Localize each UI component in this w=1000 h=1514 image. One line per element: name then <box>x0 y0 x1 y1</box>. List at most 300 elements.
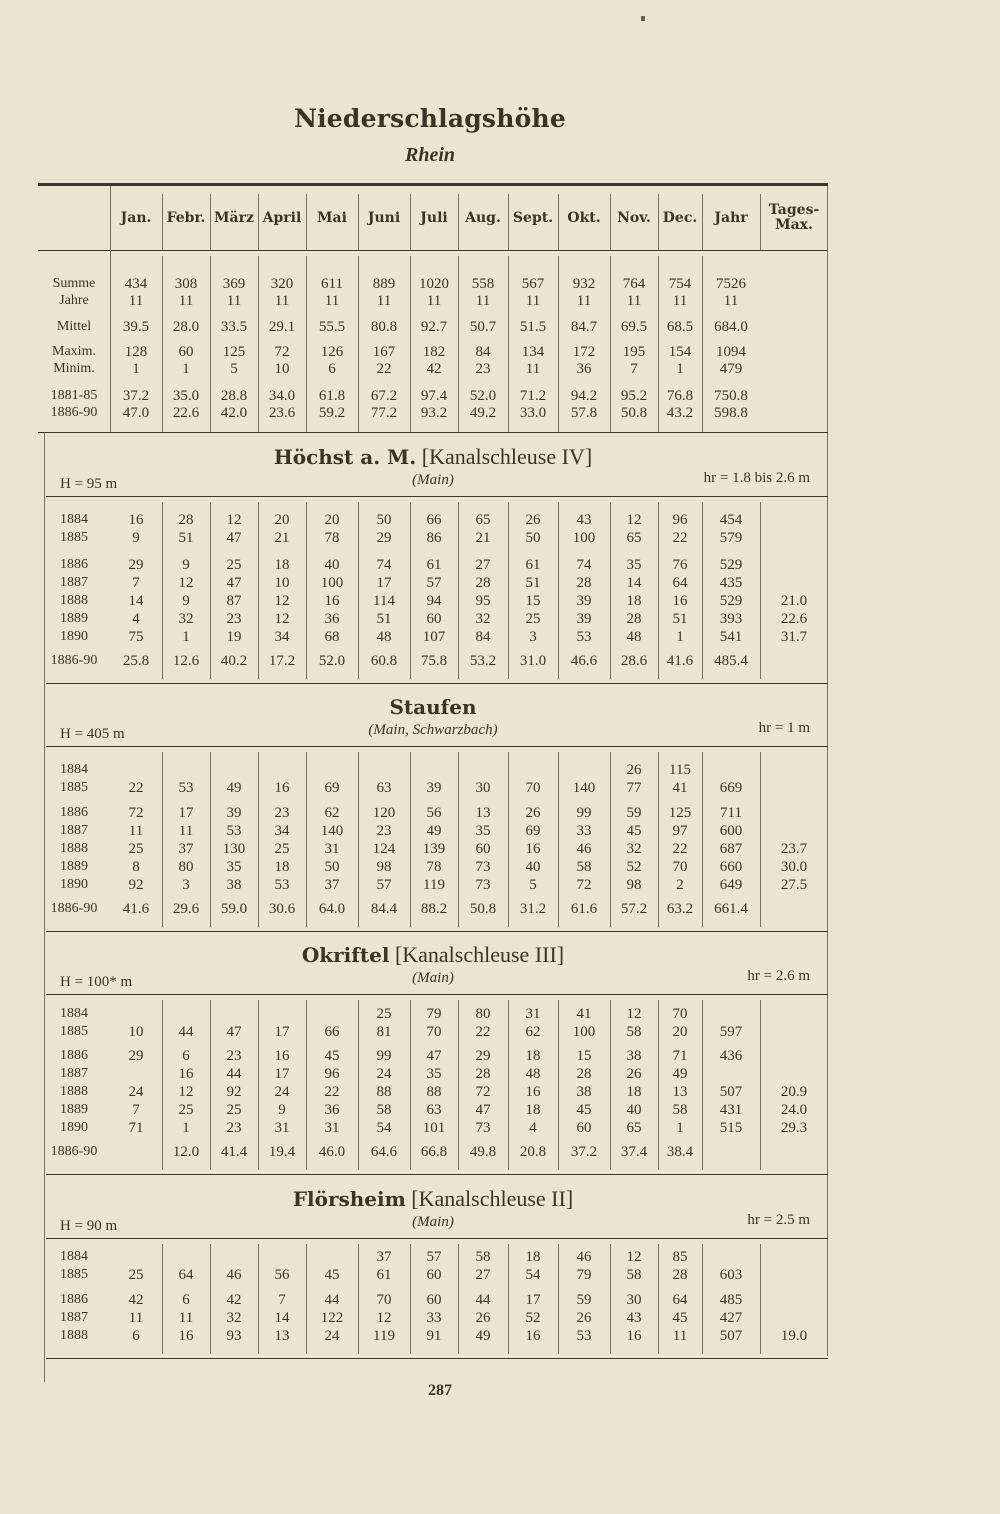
station-column-rule <box>410 1244 411 1354</box>
table-cell: 11 <box>576 293 592 309</box>
table-cell: 60 <box>426 611 442 627</box>
table-cell: 78 <box>426 859 442 875</box>
table-cell: 43 <box>626 1310 642 1326</box>
row-label: Mittel <box>56 319 92 334</box>
table-cell: 17 <box>376 575 392 591</box>
table-cell: 139 <box>422 841 446 857</box>
table-cell: 91 <box>426 1328 442 1344</box>
table-cell: 28 <box>178 512 194 528</box>
station-column-rule <box>760 502 761 679</box>
table-cell: 39.5 <box>122 319 150 335</box>
station-column-rule <box>358 1244 359 1354</box>
row-label: 1888 <box>60 841 88 856</box>
table-cell: 49 <box>475 1328 491 1344</box>
table-cell: 60 <box>426 1292 442 1308</box>
table-cell: 35 <box>226 859 242 875</box>
table-cell: 68 <box>324 629 340 645</box>
table-cell: 60 <box>178 344 194 360</box>
table-cell: 26 <box>525 512 541 528</box>
table-cell: 94.2 <box>570 388 598 404</box>
station-column-rule <box>760 1000 761 1170</box>
table-cell: 65 <box>626 1120 642 1136</box>
table-cell: 72 <box>274 344 290 360</box>
table-cell: 154 <box>668 344 692 360</box>
table-cell: 74 <box>376 557 392 573</box>
row-label: 1886 <box>60 1048 88 1063</box>
table-cell: 23.6 <box>268 405 296 421</box>
table-cell: 78 <box>324 530 340 546</box>
table-cell: 12 <box>178 1084 194 1100</box>
station-column-rule <box>610 1244 611 1354</box>
table-cell: 9 <box>182 557 190 573</box>
table-cell: 454 <box>719 512 743 528</box>
station-name: Okriftel <box>301 943 390 967</box>
station-hr: hr = 1.8 bis 2.6 m <box>703 470 810 486</box>
station-column-rule <box>610 1000 611 1170</box>
table-cell: 32 <box>226 1310 242 1326</box>
table-cell: 120 <box>372 805 396 821</box>
table-cell: 70 <box>672 1006 688 1022</box>
table-cell: 41.6 <box>122 901 150 917</box>
table-cell: 107 <box>422 629 446 645</box>
table-cell: 39 <box>576 611 592 627</box>
table-cell: 31 <box>525 1006 541 1022</box>
table-cell: 22 <box>376 361 392 377</box>
table-cell: 41.4 <box>220 1144 248 1160</box>
table-cell: 11 <box>274 293 290 309</box>
table-cell: 32 <box>178 611 194 627</box>
table-cell: 172 <box>572 344 596 360</box>
table-cell: 22 <box>128 780 144 796</box>
table-cell: 598.8 <box>714 405 748 421</box>
table-cell: 51 <box>376 611 392 627</box>
station-title <box>38 444 828 470</box>
station-hr: hr = 2.5 m <box>747 1212 810 1228</box>
column-header-2: März <box>214 209 254 226</box>
table-cell: 11 <box>128 823 144 839</box>
row-label: 1886 <box>60 1292 88 1307</box>
table-cell: 11 <box>723 293 739 309</box>
table-cell: 59.0 <box>220 901 248 917</box>
row-label: 1885 <box>60 1267 88 1282</box>
table-cell: 40.2 <box>220 653 248 669</box>
table-cell: 25 <box>128 841 144 857</box>
table-cell: 37.2 <box>122 388 150 404</box>
row-label: 1889 <box>60 611 88 626</box>
table-cell: 54 <box>525 1267 541 1283</box>
table-cell: 84 <box>475 344 491 360</box>
table-cell: 12 <box>626 512 642 528</box>
table-cell: 36 <box>324 611 340 627</box>
station-column-rule <box>702 752 703 927</box>
row-label: Jahre <box>59 293 89 308</box>
table-cell: 61.6 <box>570 901 598 917</box>
table-cell: 73 <box>475 877 491 893</box>
row-label: Maxim. <box>52 344 96 359</box>
station-column-rule <box>760 1244 761 1354</box>
table-cell: 11 <box>525 361 541 377</box>
row-label: Minim. <box>53 361 95 376</box>
table-cell: 4 <box>529 1120 537 1136</box>
table-cell: 320 <box>270 276 294 292</box>
table-cell: 29.6 <box>172 901 200 917</box>
header-column-rule <box>760 194 761 250</box>
table-cell: 15 <box>525 593 541 609</box>
table-cell: 60 <box>475 841 491 857</box>
table-cell: 889 <box>372 276 396 292</box>
table-cell: 66 <box>426 512 442 528</box>
table-cell: 31.2 <box>519 901 547 917</box>
table-cell: 95 <box>475 593 491 609</box>
summary-column-rule <box>358 256 359 432</box>
table-cell: 32 <box>475 611 491 627</box>
table-cell: 6 <box>182 1048 190 1064</box>
table-cell: 29.3 <box>780 1120 808 1136</box>
table-cell: 60 <box>576 1120 592 1136</box>
table-cell: 35.0 <box>172 388 200 404</box>
table-cell: 50.7 <box>469 319 497 335</box>
table-cell: 764 <box>622 276 646 292</box>
column-header-5: Juni <box>367 209 401 226</box>
table-cell: 16 <box>324 593 340 609</box>
summary-column-rule <box>210 256 211 432</box>
table-cell: 33 <box>576 823 592 839</box>
table-cell: 13 <box>475 805 491 821</box>
table-cell: 485 <box>719 1292 743 1308</box>
table-cell: 12 <box>626 1249 642 1265</box>
table-cell: 24 <box>128 1084 144 1100</box>
table-cell: 20.9 <box>780 1084 808 1100</box>
station-river: (Main, Schwarzbach) <box>368 722 498 738</box>
summary-column-rule <box>658 256 659 432</box>
table-cell: 51 <box>525 575 541 591</box>
table-cell: 63.2 <box>666 901 694 917</box>
row-label: 1890 <box>60 1120 88 1135</box>
table-cell: 529 <box>719 557 743 573</box>
table-cell: 57 <box>376 877 392 893</box>
table-cell: 39 <box>226 805 242 821</box>
table-cell: 507 <box>719 1084 743 1100</box>
table-cell: 70 <box>426 1024 442 1040</box>
column-header-1: Febr. <box>166 209 206 226</box>
table-cell: 35 <box>626 557 642 573</box>
table-cell: 15 <box>576 1048 592 1064</box>
row-label: 1885 <box>60 1024 88 1039</box>
table-cell: 47 <box>226 530 242 546</box>
table-cell: 25 <box>128 1267 144 1283</box>
table-cell: 54 <box>376 1120 392 1136</box>
table-cell: 11 <box>128 1310 144 1326</box>
table-cell: 38.4 <box>666 1144 694 1160</box>
station-column-rule <box>558 1244 559 1354</box>
station-column-rule <box>702 502 703 679</box>
table-cell: 45 <box>324 1048 340 1064</box>
table-cell: 130 <box>222 841 246 857</box>
table-cell: 23 <box>226 1048 242 1064</box>
table-cell: 61 <box>426 557 442 573</box>
row-label: 1886-90 <box>50 405 98 420</box>
table-cell: 41.6 <box>666 653 694 669</box>
station-column-rule <box>162 752 163 927</box>
table-cell: 92 <box>226 1084 242 1100</box>
header-column-rule <box>702 194 703 250</box>
table-cell: 29 <box>475 1048 491 1064</box>
table-cell: 63 <box>376 780 392 796</box>
row-label: 1886-90 <box>50 901 98 916</box>
table-cell: 11 <box>178 293 194 309</box>
table-cell: 182 <box>422 344 446 360</box>
table-cell: 23.7 <box>780 841 808 857</box>
table-cell: 74 <box>576 557 592 573</box>
table-cell: 661.4 <box>714 901 748 917</box>
table-cell: 17 <box>274 1024 290 1040</box>
station-height: H = 100* m <box>60 974 133 990</box>
table-cell: 75 <box>128 629 144 645</box>
header-column-rule <box>410 194 411 250</box>
table-cell: 98 <box>376 859 392 875</box>
table-cell: 12.0 <box>172 1144 200 1160</box>
table-cell: 47 <box>226 575 242 591</box>
table-cell: 51 <box>672 611 688 627</box>
station-header-rule <box>46 496 828 497</box>
table-cell: 18 <box>525 1102 541 1118</box>
table-cell: 19.0 <box>780 1328 808 1344</box>
table-cell: 1 <box>676 1120 684 1136</box>
table-cell: 558 <box>471 276 495 292</box>
table-cell: 61.8 <box>318 388 346 404</box>
table-cell: 48 <box>626 629 642 645</box>
table-cell: 6 <box>132 1328 140 1344</box>
table-cell: 1 <box>182 361 190 377</box>
table-cell: 31.0 <box>519 653 547 669</box>
table-cell: 12 <box>178 575 194 591</box>
column-header-0: Jan. <box>120 209 152 226</box>
table-cell: 1 <box>182 629 190 645</box>
table-cell: 52.0 <box>469 388 497 404</box>
table-cell: 76 <box>672 557 688 573</box>
station-header-rule <box>46 994 828 995</box>
station-title <box>38 694 828 720</box>
table-cell: 26 <box>626 1066 642 1082</box>
table-cell: 649 <box>719 877 743 893</box>
table-cell: 57.8 <box>570 405 598 421</box>
table-cell: 38 <box>576 1084 592 1100</box>
table-cell: 66 <box>324 1024 340 1040</box>
table-cell: 46.0 <box>318 1144 346 1160</box>
station-bracket: [Kanalschleuse III] <box>389 942 565 967</box>
table-cell: 11 <box>128 293 144 309</box>
table-cell: 67.2 <box>370 388 398 404</box>
table-cell: 73 <box>475 859 491 875</box>
table-cell: 687 <box>719 841 743 857</box>
table-cell: 16 <box>672 593 688 609</box>
row-label: 1886-90 <box>50 1144 98 1159</box>
row-label: 1888 <box>60 1328 88 1343</box>
table-cell: 22 <box>475 1024 491 1040</box>
table-cell: 87 <box>226 593 242 609</box>
table-cell: 22 <box>324 1084 340 1100</box>
table-cell: 76.8 <box>666 388 694 404</box>
table-cell: 97.4 <box>420 388 448 404</box>
station-column-rule <box>258 752 259 927</box>
table-cell: 33.5 <box>220 319 248 335</box>
station-column-rule <box>610 502 611 679</box>
table-cell: 1020 <box>419 276 449 292</box>
station-column-rule <box>702 1244 703 1354</box>
table-cell: 10 <box>274 361 290 377</box>
table-cell: 9 <box>278 1102 286 1118</box>
table-cell: 53 <box>576 629 592 645</box>
table-cell: 1 <box>676 629 684 645</box>
table-cell: 28 <box>576 575 592 591</box>
table-cell: 11 <box>178 823 194 839</box>
table-cell: 72 <box>475 1084 491 1100</box>
page-subtitle: Rhein <box>404 144 456 166</box>
table-cell: 23 <box>376 823 392 839</box>
table-cell: 17 <box>178 805 194 821</box>
column-header-12: Jahr <box>714 209 748 226</box>
table-cell: 45 <box>672 1310 688 1326</box>
table-cell: 71 <box>672 1048 688 1064</box>
table-cell: 25 <box>178 1102 194 1118</box>
table-cell: 23 <box>274 805 290 821</box>
table-cell: 22 <box>672 841 688 857</box>
table-cell: 28 <box>576 1066 592 1082</box>
summary-column-rule <box>508 256 509 432</box>
station-column-rule <box>410 752 411 927</box>
table-cell: 119 <box>423 877 445 893</box>
table-cell: 11 <box>226 293 242 309</box>
table-cell: 126 <box>320 344 344 360</box>
table-cell: 28 <box>672 1267 688 1283</box>
table-cell: 49 <box>226 780 242 796</box>
station-bottom-rule <box>46 1358 828 1359</box>
table-cell: 46.6 <box>570 653 598 669</box>
summary-column-rule <box>306 256 307 432</box>
table-cell: 49.8 <box>469 1144 497 1160</box>
table-cell: 195 <box>622 344 646 360</box>
table-cell: 52 <box>525 1310 541 1326</box>
row-label: 1887 <box>60 1066 88 1081</box>
table-cell: 25 <box>226 1102 242 1118</box>
table-cell: 22.6 <box>780 611 808 627</box>
summary-column-rule <box>458 256 459 432</box>
page-title: Niederschlagshöhe <box>294 104 566 133</box>
table-cell: 97 <box>672 823 688 839</box>
station-column-rule <box>458 1244 459 1354</box>
column-header-4: Mai <box>317 209 347 226</box>
station-name: Flörsheim <box>292 1187 406 1211</box>
table-cell: 48 <box>376 629 392 645</box>
summary-column-rule <box>410 256 411 432</box>
precipitation-table <box>38 183 828 1382</box>
table-cell: 99 <box>376 1048 392 1064</box>
table-cell: 33.0 <box>519 405 547 421</box>
station-column-rule <box>258 1000 259 1170</box>
summary-column-rule <box>702 256 703 432</box>
table-cell: 47.0 <box>122 405 150 421</box>
table-cell: 84.7 <box>570 319 598 335</box>
table-cell: 20 <box>672 1024 688 1040</box>
table-cell: 49.2 <box>469 405 497 421</box>
table-cell: 72 <box>576 877 592 893</box>
table-cell: 47 <box>226 1024 242 1040</box>
table-cell: 88 <box>376 1084 392 1100</box>
station-river: (Main) <box>412 1214 454 1230</box>
table-cell: 79 <box>576 1267 592 1283</box>
table-cell: 36 <box>324 1102 340 1118</box>
row-label: 1884 <box>60 512 88 527</box>
table-cell: 25 <box>274 841 290 857</box>
station-bracket: [Kanalschleuse II] <box>405 1186 574 1211</box>
table-cell: 62 <box>324 805 340 821</box>
table-cell: 21 <box>274 530 290 546</box>
table-cell: 16 <box>178 1066 194 1082</box>
table-cell: 17 <box>525 1292 541 1308</box>
header-column-rule <box>508 194 509 250</box>
table-cell: 932 <box>572 276 596 292</box>
table-cell: 65 <box>475 512 491 528</box>
table-cell: 58 <box>672 1102 688 1118</box>
station-height: H = 405 m <box>60 726 125 742</box>
table-cell: 46 <box>226 1267 242 1283</box>
table-cell: 16 <box>178 1328 194 1344</box>
table-cell: 64.0 <box>318 901 346 917</box>
table-cell: 11 <box>475 293 491 309</box>
table-cell: 65 <box>626 530 642 546</box>
row-label: 1884 <box>60 1249 88 1264</box>
table-cell: 14 <box>274 1310 290 1326</box>
table-cell: 61 <box>376 1267 392 1283</box>
row-label: 1889 <box>60 859 88 874</box>
table-cell: 34 <box>274 823 290 839</box>
table-cell: 23 <box>226 1120 242 1136</box>
station-header-rule <box>46 746 828 747</box>
table-cell: 58 <box>576 859 592 875</box>
table-cell: 3 <box>182 877 190 893</box>
table-cell: 24 <box>274 1084 290 1100</box>
table-cell: 34 <box>274 629 290 645</box>
table-cell: 58 <box>376 1102 392 1118</box>
table-cell: 25 <box>376 1006 392 1022</box>
table-cell: 57 <box>426 1249 442 1265</box>
column-header-8: Sept. <box>512 209 554 226</box>
header-column-rule <box>162 194 163 250</box>
station-column-rule <box>258 1244 259 1354</box>
station-hr: hr = 2.6 m <box>747 968 810 984</box>
table-cell: 53 <box>274 877 290 893</box>
table-cell: 114 <box>373 593 395 609</box>
station-column-rule <box>410 1000 411 1170</box>
table-cell: 45 <box>626 823 642 839</box>
table-cell: 69.5 <box>620 319 648 335</box>
table-cell: 6 <box>182 1292 190 1308</box>
table-cell: 19 <box>226 629 242 645</box>
table-cell: 72 <box>128 805 144 821</box>
row-label: 1886 <box>60 557 88 572</box>
summary-column-rule <box>258 256 259 432</box>
station-bottom-rule <box>46 683 828 684</box>
table-cell: 11 <box>525 293 541 309</box>
table-cell: 93.2 <box>420 405 448 421</box>
station-column-rule <box>658 1244 659 1354</box>
table-cell: 13 <box>274 1328 290 1344</box>
table-cell: 39 <box>426 780 442 796</box>
table-cell: 28.8 <box>220 388 248 404</box>
table-cell: 50 <box>525 530 541 546</box>
table-cell: 27 <box>475 557 491 573</box>
table-cell: 50.8 <box>469 901 497 917</box>
